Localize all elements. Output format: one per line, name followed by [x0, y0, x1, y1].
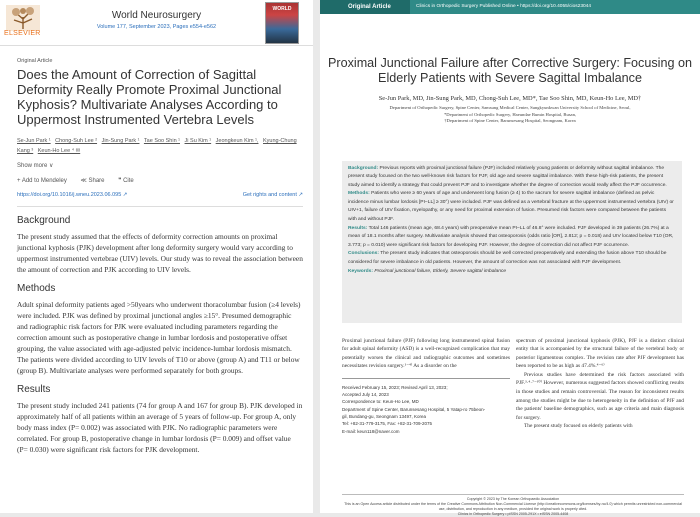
journal-header [0, 0, 313, 46]
share-button[interactable]: ≪ Share [80, 178, 105, 184]
journal-title[interactable]: World Neurosurgery [111, 10, 202, 21]
abstract-section-background [17, 215, 303, 275]
body-text: Previous studies have determined the risk factors associated with PJF.³·⁴·⁷⁻¹⁰⁾ However, numerous suggested factors showed conflicting results in those studies and remain controversial. The reason for inconsistent results among the studies might be due to heterogeneity in the definition of PJF and the patients' baseline demographics, such as age criteria and main diagnosis for surgery. [516, 371, 684, 421]
doi-row [17, 192, 303, 201]
doi-link[interactable]: https://doi.org/10.1016/j.wneu.2023.06.095 ↗ [17, 192, 128, 198]
author-link[interactable]: Jeongkeun Kim ¹, [215, 138, 259, 144]
add-to-mendeley-button[interactable]: + Add to Mendeley [17, 178, 67, 184]
abstract-section-methods [17, 283, 303, 376]
left-article-panel[interactable] [0, 0, 313, 513]
affiliations: Department of Orthopedic Surgery, Spine Center, Samsung Medical Center, Sungkyunkwan University School of Medicine, Seoul, *Department of Orthopedic Surgery, Haeundae Bumin Hospital, Busan, †Department of Spine Center, Barunsesang Hospital, Seongnam, Korea [389, 105, 631, 123]
body-text: spectrum of proximal junctional kyphosis (PJK), PJF is a distinct clinical entity that is accompanied by the structural failure of the vertebral body or posterior ligamentous complex. The revision rate after PJF development has been reported to be as high as 47.4%.⁴⁻⁶⁾ [516, 337, 684, 370]
article-title: Does the Amount of Correction of Sagittal Deformity Really Promote Proximal Junctional Kyphosis? Multivariate Analyses According to Uppermost Instrumented Vertebra Levels [17, 67, 282, 127]
article-type-tag: Original Article [320, 0, 410, 14]
publication-line[interactable]: Clinics in Orthopedic Surgery Published Online • https://doi.org/10.4055/cios23044 [416, 4, 592, 9]
show-more-button[interactable]: Show more ∨ [17, 163, 54, 169]
author-link[interactable]: Jin-Sung Park ¹ [101, 138, 140, 144]
author-link[interactable]: Ji Su Kim ¹ [184, 138, 212, 144]
article-type: Original Article [17, 58, 53, 64]
keywords: Keywords: Proximal junctional failure, Elderly, Severe sagittal imbalance [348, 268, 507, 274]
divider [17, 206, 303, 207]
author-link[interactable]: Se-Jun Park ¹ [17, 138, 51, 144]
right-article-page[interactable] [320, 0, 700, 516]
author-link[interactable]: Tae Soo Shin ¹ [143, 138, 180, 144]
copyright-footer: Copyright © 2023 by The Korean Orthopaedic Association This is an Open Access article distributed under the terms of the Creative Commons Attribution Non-Commercial License (http://creativecommons.org/licenses/by-nc/4.0) which permits unrestricted non-commercial use, distribution, and reproduction in any medium, provided the original work is properly cited. Clinics in Orthopedic Surgery • pISSN 2005-291X • eISSN 2005-4408 [342, 494, 684, 517]
body-text: Proximal junctional failure (PJF) following long instrumented spinal fusion for adult spinal deformity (ASD) is a well-recognized complication that may potentially worsen the clinical and radiographic outcomes and sometimes necessitates revision surgery.¹⁻⁴⁾ As a disorder on the [342, 337, 510, 370]
publisher-name: ELSEVIER [4, 30, 41, 37]
column-right [516, 337, 684, 432]
author-link[interactable]: Keun-Ho Lee ⁴ ✉ [37, 148, 81, 154]
column-left [342, 337, 510, 435]
author-list [17, 136, 303, 156]
abstract-box: Background: Previous reports with proximal junctional failure (PJF) included relatively young patients or deformity without sagittal imbalance. The present study focused on the two well-known risk factors for PJF, old age and severe sagittal imbalance. With these high-risk patients, the present study aimed to identify a strategy that could prevent PJF and to investigate whether the degree of correction would really affect the PJF occurrence. Methods: Patients who were ≥ 60 years of age and underwent long fusion (≥ 4) to the sacrum for severe sagittal imbalance (defined as pelvic incidence minus lumbar lordosis [PI−LL] ≥ 30°) were included. PJF was defined as a vertebral fracture at the uppermost instrumented vertebra (UIV) or UIV+1, failure of UIV fixation, myelopathy, or any need for proximal extension of fusion. Presumed risk factors were compared between the patients with and without PJF. Results: Total 146 patients (mean age, 68.4 years) with preoperative mean PI−LL of 46.8° were included. PJF developed in 39 patients (26.7%) at a mean of 18.1 months after surgery. Multivariate analysis showed that osteoporosis (odds ratio [OR], 2.812; p = 0.018) and UIV located below T10 (OR, 3.773; p = 0.010) were significant risk factors for developing PJF. However, the degree of correction did not affect PJF occurrence. Conclusions: The present study indicates that osteoporosis should be well corrected preoperatively and extending the fusion above T10 should be considered for severe imbalance in old patients. However, the amount of correction was not associated with PJF development. Keywords: Proximal junctional failure, Elderly, Severe sagittal imbalance [342, 161, 682, 323]
volume-line[interactable]: Volume 177, September 2023, Pages e554-e562 [96, 24, 217, 30]
section-text: The present study assumed that the effects of deformity correction amounts on proximal junctional kyphosis (PJK) development after long deformity surgery would vary according to uppermost instrumented vertebrae (UIV) levels. Our study was to reveal the association between the amount of correction and PJK according to UIV levels. [17, 232, 303, 274]
section-heading: Results [17, 384, 51, 395]
action-bar [17, 177, 303, 187]
author-link[interactable]: Kyung-Chung Kang ³ [17, 138, 297, 154]
cite-button[interactable]: ❞ Cite [118, 178, 134, 184]
section-heading: Background [17, 215, 71, 226]
journal-cover-image[interactable]: WORLD [265, 2, 299, 44]
correspondence-info: Received February 15, 2023; Revised April 13, 2023; Accepted July 14, 2023 Correspondence to: Keun-Ho Lee, MD Department of Spine Center, Barunsesang Hospital, 5 Yatap-ro 75beon- gil, Bundang-gu, Seongnam 13497, Korea Tel: +82-31-779-3175, Fax: +82-31-709-2075 E-mail: keun118@naver.com [342, 378, 510, 435]
author-list: Se-Jun Park, MD, Jin-Sung Park, MD, Chong-Suh Lee, MD*, Tae Soo Shin, MD, Keun-Ho Lee, MD† [378, 95, 642, 102]
section-heading: Methods [17, 283, 56, 294]
section-text: The present study included 241 patients (74 for group A and 167 for group B). PJK developed in approximately half of all patients within an average of 5 years of follow-up. For group A, only body mass index (P= 0.002) was associated with PJK. No radiographic parameters were correlated. For group B, postoperative change in lumbar lordosis (P= 0.009) and offset value (P= 0.030) were significant risk factors for PJK development. [17, 401, 303, 454]
journal-banner [320, 0, 700, 14]
abstract-section-results [17, 384, 303, 455]
article-title: Proximal Junctional Failure after Corrective Surgery: Focusing on Elderly Patients with Severe Sagittal Imbalance [328, 56, 692, 85]
author-link[interactable]: Chong-Suh Lee ² [55, 138, 98, 144]
rights-link[interactable]: Get rights and content ↗ [242, 192, 303, 198]
body-text: The present study focused on elderly patients with [524, 423, 633, 430]
section-text: Adult spinal deformity patients aged >50years who underwent thoracolumbar fusion (≥4 levels) were included. PJK was defined by proximal junctional angles ≥15°. Presumed demographic and radiographic risk factors for PJK were evaluated including parameters regarding the correction amount such as postoperative change in lumbar lordosis and postoperative offset grouping, the value associated with age-adjusted pelvic incidence-lumbar lordosis mismatch. The patients were divided according to UIV levels of T10 or above (group A) and T11 or below (group B). Multivariate analyses were performed separately for both groups. [17, 300, 301, 375]
